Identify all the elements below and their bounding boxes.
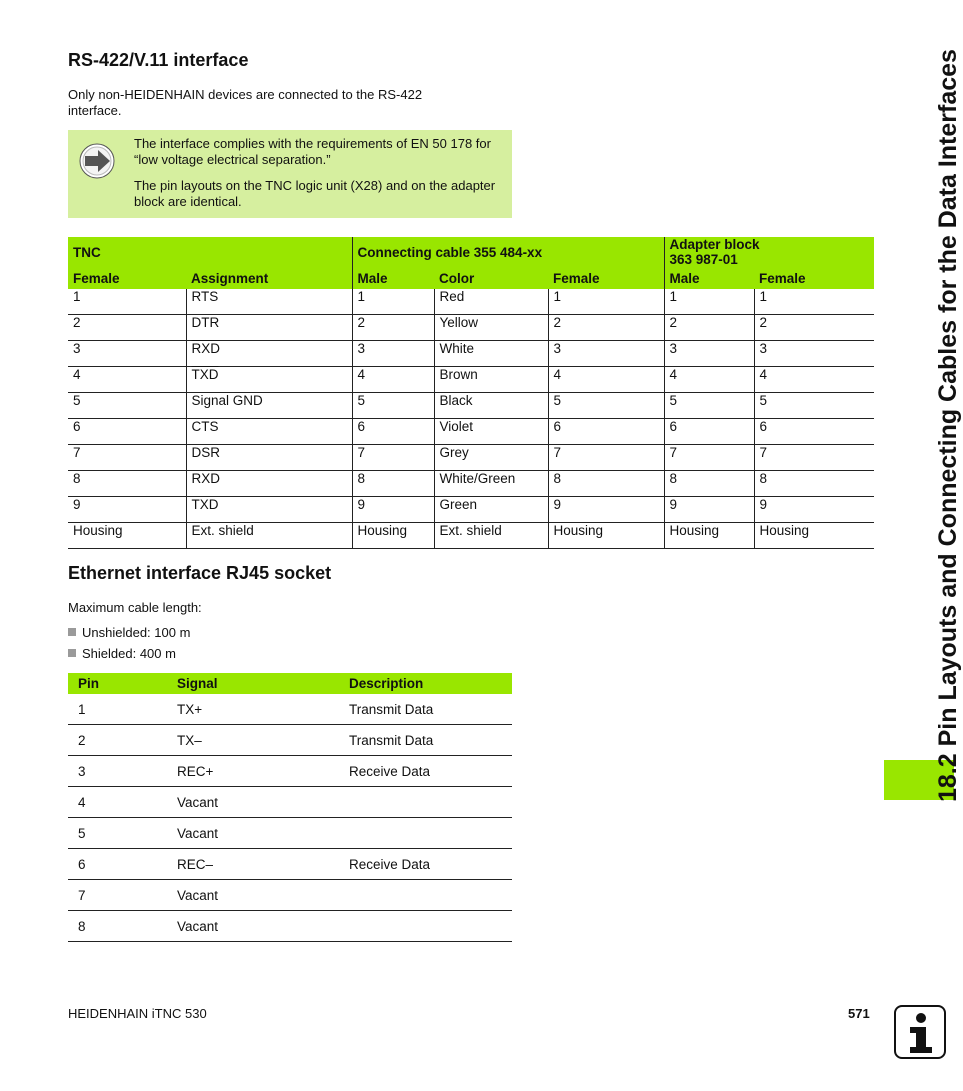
- table-cell: RTS: [186, 289, 352, 315]
- table-cell: [339, 911, 512, 942]
- table-row: [68, 341, 874, 367]
- note-paragraph-2: The pin layouts on the TNC logic unit (X28) and on the adapter block are identical.: [134, 178, 496, 209]
- table-cell: 6: [754, 419, 874, 445]
- table-row: [68, 315, 874, 341]
- table-cell: TX+: [167, 694, 339, 725]
- col-header: Female: [754, 267, 874, 289]
- table-cell: Ext. shield: [434, 523, 548, 549]
- list-item: Unshielded: 100 m: [68, 622, 190, 643]
- table-cell: [339, 787, 512, 818]
- table-cell: 4: [664, 367, 754, 393]
- table-cell: 1: [754, 289, 874, 315]
- adapter-line-1: Adapter block: [669, 237, 760, 252]
- table-cell: 3: [352, 341, 434, 367]
- table-cell: TX–: [167, 725, 339, 756]
- table-cell: 6: [68, 849, 167, 880]
- table-cell: 2: [68, 315, 186, 341]
- ethernet-heading: Ethernet interface RJ45 socket: [68, 563, 332, 583]
- table-cell: 5: [754, 393, 874, 419]
- table-row: [68, 818, 512, 849]
- group-header-cable: Connecting cable 355 484-xx: [352, 237, 664, 267]
- footer-title: HEIDENHAIN iTNC 530: [68, 1006, 207, 1021]
- table-cell: 6: [68, 419, 186, 445]
- table-row: [68, 289, 874, 315]
- table-cell: Housing: [664, 523, 754, 549]
- bullet-list: [68, 622, 190, 664]
- table-cell: 6: [664, 419, 754, 445]
- group-header-tnc: TNC: [68, 237, 352, 267]
- table-row: [68, 911, 512, 942]
- table-row: [68, 471, 874, 497]
- table-cell: 7: [68, 445, 186, 471]
- table-cell: [339, 880, 512, 911]
- table-cell: 4: [754, 367, 874, 393]
- table-row: [68, 393, 874, 419]
- col-header: Color: [434, 267, 548, 289]
- table-cell: 9: [352, 497, 434, 523]
- table-cell: 9: [664, 497, 754, 523]
- table-cell: 3: [548, 341, 664, 367]
- table-cell: 7: [352, 445, 434, 471]
- table-cell: 7: [664, 445, 754, 471]
- table-cell: 9: [754, 497, 874, 523]
- table-cell: White/Green: [434, 471, 548, 497]
- table-row: [68, 367, 874, 393]
- table-cell: Housing: [352, 523, 434, 549]
- bullet-square-icon: [68, 649, 76, 657]
- list-item: Shielded: 400 m: [68, 643, 190, 664]
- table-cell: 1: [68, 289, 186, 315]
- bullet-square-icon: [68, 628, 76, 636]
- table-cell: Housing: [754, 523, 874, 549]
- table-row: [68, 445, 874, 471]
- note-paragraph-1: The interface complies with the requirements of EN 50 178 for “low voltage electrical separation.”: [134, 136, 491, 167]
- arrow-right-icon: [79, 143, 115, 179]
- table-cell: Ext. shield: [186, 523, 352, 549]
- table-cell: 8: [664, 471, 754, 497]
- table-cell: 1: [352, 289, 434, 315]
- table-cell: Red: [434, 289, 548, 315]
- page-number: 571: [848, 1006, 870, 1021]
- table-cell: 7: [548, 445, 664, 471]
- table-cell: CTS: [186, 419, 352, 445]
- table-cell: REC+: [167, 756, 339, 787]
- table-cell: 2: [754, 315, 874, 341]
- table-cell: 4: [68, 787, 167, 818]
- table-cell: Vacant: [167, 787, 339, 818]
- table-cell: 8: [68, 911, 167, 942]
- table-cell: Transmit Data: [339, 694, 512, 725]
- table-cell: 4: [352, 367, 434, 393]
- table-cell: Vacant: [167, 880, 339, 911]
- table-cell: 1: [548, 289, 664, 315]
- table-row: [68, 419, 874, 445]
- table-cell: 9: [548, 497, 664, 523]
- rs422-heading: RS-422/V.11 interface: [68, 50, 249, 70]
- table-row: [68, 756, 512, 787]
- table-cell: 4: [68, 367, 186, 393]
- table-row: [68, 849, 512, 880]
- table-cell: 4: [548, 367, 664, 393]
- ethernet-intro: Maximum cable length:: [68, 600, 202, 615]
- table-cell: 5: [664, 393, 754, 419]
- chapter-side-title: 18.2 Pin Layouts and Connecting Cables for the Data Interfaces: [934, 49, 962, 802]
- table-cell: 7: [754, 445, 874, 471]
- table-cell: 8: [754, 471, 874, 497]
- table-cell: Black: [434, 393, 548, 419]
- col-header: Assignment: [186, 267, 352, 289]
- table-cell: Yellow: [434, 315, 548, 341]
- table-cell: 8: [352, 471, 434, 497]
- col-header: Female: [68, 267, 186, 289]
- col-header: Signal: [167, 673, 339, 694]
- col-header: Male: [664, 267, 754, 289]
- table-cell: 3: [68, 756, 167, 787]
- ethernet-pin-table: [68, 673, 512, 942]
- table-cell: 3: [68, 341, 186, 367]
- col-header: Male: [352, 267, 434, 289]
- table-cell: Grey: [434, 445, 548, 471]
- table-cell: $\overline{RXD}$: [186, 341, 352, 367]
- table-cell: Green: [434, 497, 548, 523]
- table-cell: 6: [352, 419, 434, 445]
- table-cell: [339, 818, 512, 849]
- table-row: [68, 497, 874, 523]
- table-cell: 5: [352, 393, 434, 419]
- table-cell: 8: [68, 471, 186, 497]
- col-header: Description: [339, 673, 512, 694]
- table-cell: Transmit Data: [339, 725, 512, 756]
- table-cell: RXD: [186, 471, 352, 497]
- table-cell: DSR: [186, 445, 352, 471]
- table-row: [68, 523, 874, 549]
- col-header: Pin: [68, 673, 167, 694]
- table-cell: 2: [664, 315, 754, 341]
- table-cell: Housing: [548, 523, 664, 549]
- table-cell: 8: [548, 471, 664, 497]
- table-cell: Brown: [434, 367, 548, 393]
- table-cell: 9: [68, 497, 186, 523]
- table-cell: TXD: [186, 497, 352, 523]
- table-cell: REC–: [167, 849, 339, 880]
- table-cell: 1: [68, 694, 167, 725]
- table-cell: $\overline{TXD}$: [186, 367, 352, 393]
- table-cell: Violet: [434, 419, 548, 445]
- table-row: [68, 787, 512, 818]
- table-cell: 6: [548, 419, 664, 445]
- table-cell: 3: [664, 341, 754, 367]
- table-cell: Vacant: [167, 911, 339, 942]
- col-header: Female: [548, 267, 664, 289]
- table-cell: 1: [664, 289, 754, 315]
- note-box: [68, 130, 512, 218]
- table-cell: 5: [548, 393, 664, 419]
- table-cell: Receive Data: [339, 849, 512, 880]
- table-cell: 5: [68, 818, 167, 849]
- table-row: [68, 694, 512, 725]
- table-row: [68, 725, 512, 756]
- table-cell: Vacant: [167, 818, 339, 849]
- table-cell: 3: [754, 341, 874, 367]
- rs422-pin-table: [68, 237, 874, 549]
- table-cell: 5: [68, 393, 186, 419]
- table-cell: DTR: [186, 315, 352, 341]
- rs422-intro: Only non-HEIDENHAIN devices are connected to the RS-422 interface.: [68, 87, 423, 118]
- table-cell: Housing: [68, 523, 186, 549]
- table-cell: 2: [548, 315, 664, 341]
- info-icon: [894, 1005, 946, 1059]
- table-cell: Receive Data: [339, 756, 512, 787]
- group-header-adapter: [664, 237, 874, 267]
- table-cell: Signal GND: [186, 393, 352, 419]
- table-cell: 2: [352, 315, 434, 341]
- table-cell: 7: [68, 880, 167, 911]
- table-cell: 2: [68, 725, 167, 756]
- table-row: [68, 880, 512, 911]
- adapter-line-2: 363 987-01: [669, 252, 738, 267]
- table-cell: White: [434, 341, 548, 367]
